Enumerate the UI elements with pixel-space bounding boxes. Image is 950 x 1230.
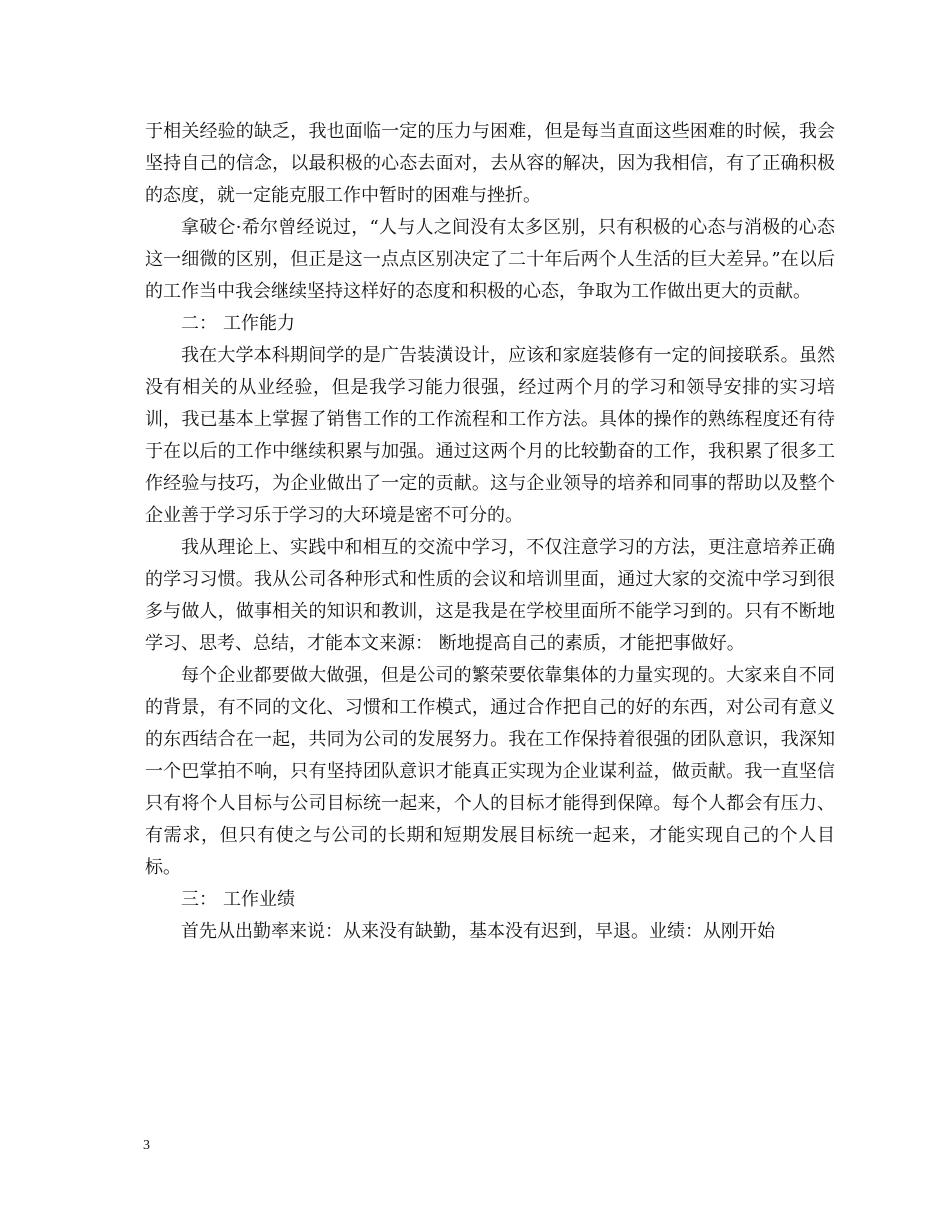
body-paragraph: 于相关经验的缺乏，我也面临一定的压力与困难，但是每当直面这些困难的时候，我会坚持自己的信念，以最积极的心态去面对，去从容的解决，因为我相信，有了正确积极的态度，就一定能克服工作中暂时的困难与挫折。 (145, 121, 835, 206)
section-number: 三： (181, 889, 217, 910)
section-heading (145, 884, 835, 916)
section-number: 二： (181, 313, 217, 334)
section-title: 工作能力 (223, 313, 295, 334)
body-paragraph: 拿破仑·希尔曾经说过，“人与人之间没有太多区别，只有积极的心态与消极的心态这一细微的区别，但正是这一点点区别决定了二十年后两个人生活的巨大差异。”在以后的工作当中我会继续坚持这样好的态度和积极的心态，争取为工作做出更大的贡献。 (145, 217, 835, 302)
document-body (145, 116, 835, 948)
page-number: 3 (143, 1138, 150, 1153)
body-paragraph: 首先从出勤率来说：从来没有缺勤，基本没有迟到，早退。业绩：从刚开始 (181, 921, 775, 942)
body-paragraph: 每个企业都要做大做强，但是公司的繁荣要依靠集体的力量实现的。大家来自不同的背景，有不同的文化、习惯和工作模式，通过合作把自己的好的东西，对公司有意义的东西结合在一起，共同为公司的发展努力。我在工作保持着很强的团队意识，我深知一个巴掌拍不响，只有坚持团队意识才能真正实现为企业谋利益，做贡献。我一直坚信只有将个人目标与公司目标统一起来，个人的目标才能得到保障。每个人都会有压力、有需求，但只有使之与公司的长期和短期发展目标统一起来，才能实现自己的个人目标。 (145, 665, 835, 878)
section-heading (145, 308, 835, 340)
section-title: 工作业绩 (223, 889, 295, 910)
body-paragraph: 我从理论上、实践中和相互的交流中学习，不仅注意学习的方法，更注意培养正确的学习习惯。我从公司各种形式和性质的会议和培训里面，通过大家的交流中学习到很多与做人，做事相关的知识和教训，这是我是在学校里面所不能学习到的。只有不断地学习、思考、总结，才能本文来源： 断地提高自己的素质，才能把事做好。 (145, 537, 835, 654)
body-paragraph: 我在大学本科期间学的是广告装潢设计，应该和家庭装修有一定的间接联系。虽然没有相关的从业经验，但是我学习能力很强，经过两个月的学习和领导安排的实习培训，我已基本上掌握了销售工作的工作流程和工作方法。具体的操作的熟练程度还有待于在以后的工作中继续积累与加强。通过这两个月的比较勤奋的工作，我积累了很多工作经验与技巧，为企业做出了一定的贡献。这与企业领导的培养和同事的帮助以及整个企业善于学习乐于学习的大环境是密不可分的。 (145, 345, 835, 526)
